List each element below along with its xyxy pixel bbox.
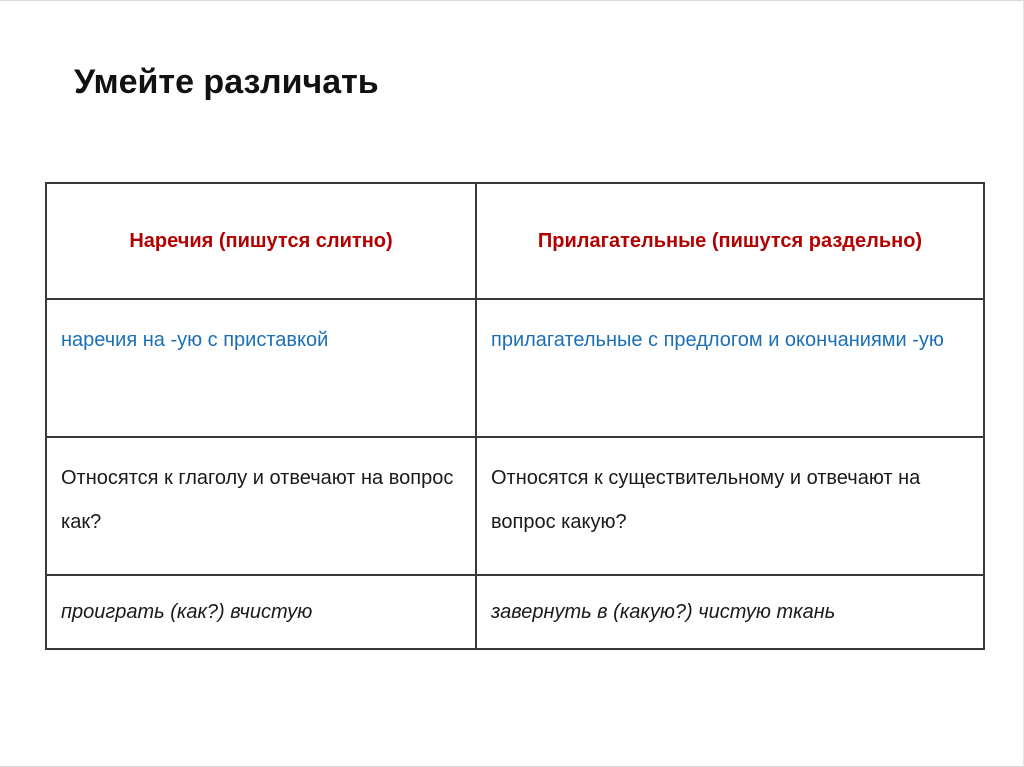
header-adjectives: Прилагательные (пишутся раздельно) bbox=[476, 183, 984, 299]
table-row-question bbox=[46, 437, 984, 575]
cell-adjectives-example: завернуть в (какую?) чистую ткань bbox=[476, 575, 984, 649]
comparison-table bbox=[45, 182, 985, 650]
cell-adverbs-definition: наречия на -ую с приставкой bbox=[46, 299, 476, 437]
header-adverbs: Наречия (пишутся слитно) bbox=[46, 183, 476, 299]
table-row-example bbox=[46, 575, 984, 649]
table-header-row bbox=[46, 183, 984, 299]
slide-frame-top bbox=[0, 0, 1024, 1]
cell-adverbs-question: Относятся к глаголу и отвечают на вопрос как? bbox=[46, 437, 476, 575]
table-row-definition bbox=[46, 299, 984, 437]
cell-adjectives-definition: прилагательные с предлогом и окончаниями -ую bbox=[476, 299, 984, 437]
cell-adverbs-example: проиграть (как?) вчистую bbox=[46, 575, 476, 649]
slide-title: Умейте различать bbox=[74, 63, 379, 101]
cell-adjectives-question: Относятся к существительному и отвечают на вопрос какую? bbox=[476, 437, 984, 575]
